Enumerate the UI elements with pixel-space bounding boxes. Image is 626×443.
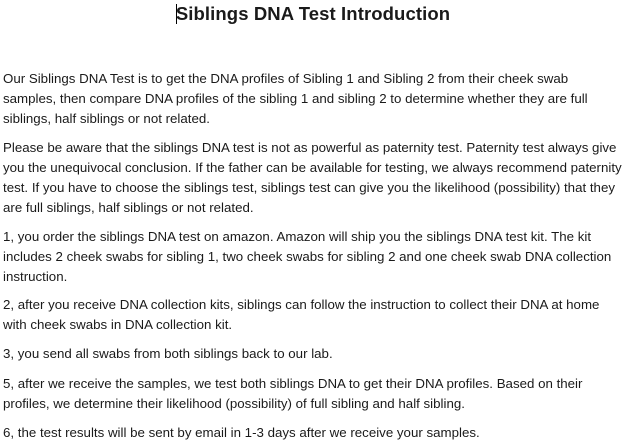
document-title <box>0 3 626 25</box>
document-title-text: Siblings DNA Test Introduction <box>175 3 451 24</box>
paragraph-step-3: 3, you send all swabs from both siblings back to our lab. <box>3 346 333 361</box>
paragraph-step-2: 2, after you receive DNA collection kits, siblings can follow the instruction to collect their DNA at home with cheek swabs in DNA collection kit. <box>3 297 600 332</box>
paragraph-intro: Our Siblings DNA Test is to get the DNA profiles of Sibling 1 and Sibling 2 from their cheek swab samples, then compare DNA profiles of the sibling 1 and sibling 2 to determine whether they are full siblings, half siblings or not related. <box>3 71 588 126</box>
paragraph-step-6: 6, the test results will be sent by email in 1-3 days after we receive your samples. <box>3 425 480 440</box>
paragraph-step-5: 5, after we receive the samples, we test both siblings DNA to get their DNA profiles. Based on their profiles, we determine their likelihood (possibility) of full sibling and half sibling. <box>3 376 583 411</box>
paragraph-notice: Please be aware that the siblings DNA test is not as powerful as paternity test. Paternity test always give you the unequivocal conclusion. If the father can be available for testing, we always recommend paternity test. If you have to choose the siblings test, siblings test can give you the likelihood (possibility) that they are full siblings, half siblings or not related. <box>3 140 622 215</box>
paragraph-step-1: 1, you order the siblings DNA test on amazon. Amazon will ship you the siblings DNA test kit. The kit includes 2 cheek swabs for sibling 1, two cheek swabs for sibling 2 and one cheek swab DNA collection instruction. <box>3 229 612 284</box>
